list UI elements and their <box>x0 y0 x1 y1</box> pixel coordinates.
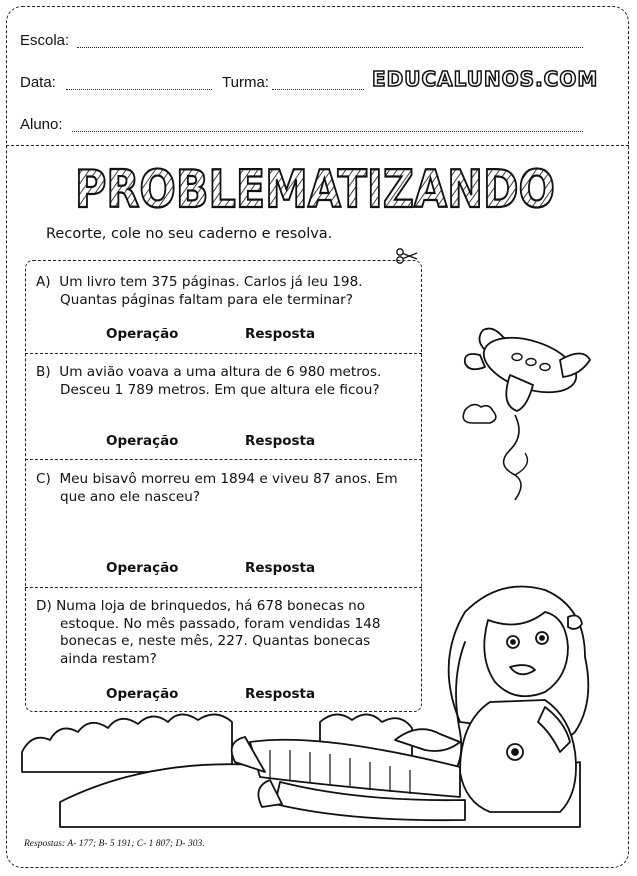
instruction-text: Recorte, cole no seu caderno e resolva. <box>46 226 333 242</box>
separator-ab <box>25 353 422 354</box>
site-logo: EDUCALUNOS.COM <box>372 67 599 91</box>
escola-label: Escola: <box>20 32 70 49</box>
resposta-label-b: Resposta <box>245 433 316 449</box>
aluno-line[interactable] <box>72 131 583 132</box>
question-c: C) Meu bisavô morreu em 1894 e viveu 87 anos. Em que ano ele nasceu? <box>36 471 398 505</box>
data-line[interactable] <box>66 89 212 90</box>
separator-bc <box>25 459 422 460</box>
operacao-label-c: Operação <box>106 560 179 576</box>
question-a: A) Um livro tem 375 páginas. Carlos já leu 198. Quantas páginas faltam para ele terminar? <box>36 274 363 308</box>
title-text: PROBLEMATIZANDO <box>75 160 555 220</box>
page-title <box>70 155 560 220</box>
turma-line[interactable] <box>272 89 364 90</box>
operacao-label-d: Operação <box>106 686 179 702</box>
answer-key: Respostas: A- 177; B- 5 191; C- 1 807; D- 303. <box>24 839 205 849</box>
question-b: B) Um avião voava a uma altura de 6 980 metros. Desceu 1 789 metros. Em que altura ele ficou? <box>36 364 382 398</box>
girl-illustration <box>20 572 620 832</box>
question-d: D) Numa loja de brinquedos, há 678 bonecas no estoque. No mês passado, foram vendidas 148 bonecas e, neste mês, 227. Quantas bonecas ainda restam? <box>36 598 381 667</box>
operacao-label-a: Operação <box>106 326 179 342</box>
resposta-label-c: Resposta <box>245 560 316 576</box>
resposta-label-d: Resposta <box>245 686 316 702</box>
operacao-label-b: Operação <box>106 433 179 449</box>
escola-line[interactable] <box>77 47 583 48</box>
resposta-label-a: Resposta <box>245 326 316 342</box>
turma-label: Turma: <box>222 74 269 91</box>
data-label: Data: <box>20 74 56 91</box>
airplane-illustration <box>455 315 605 515</box>
aluno-label: Aluno: <box>20 116 63 133</box>
